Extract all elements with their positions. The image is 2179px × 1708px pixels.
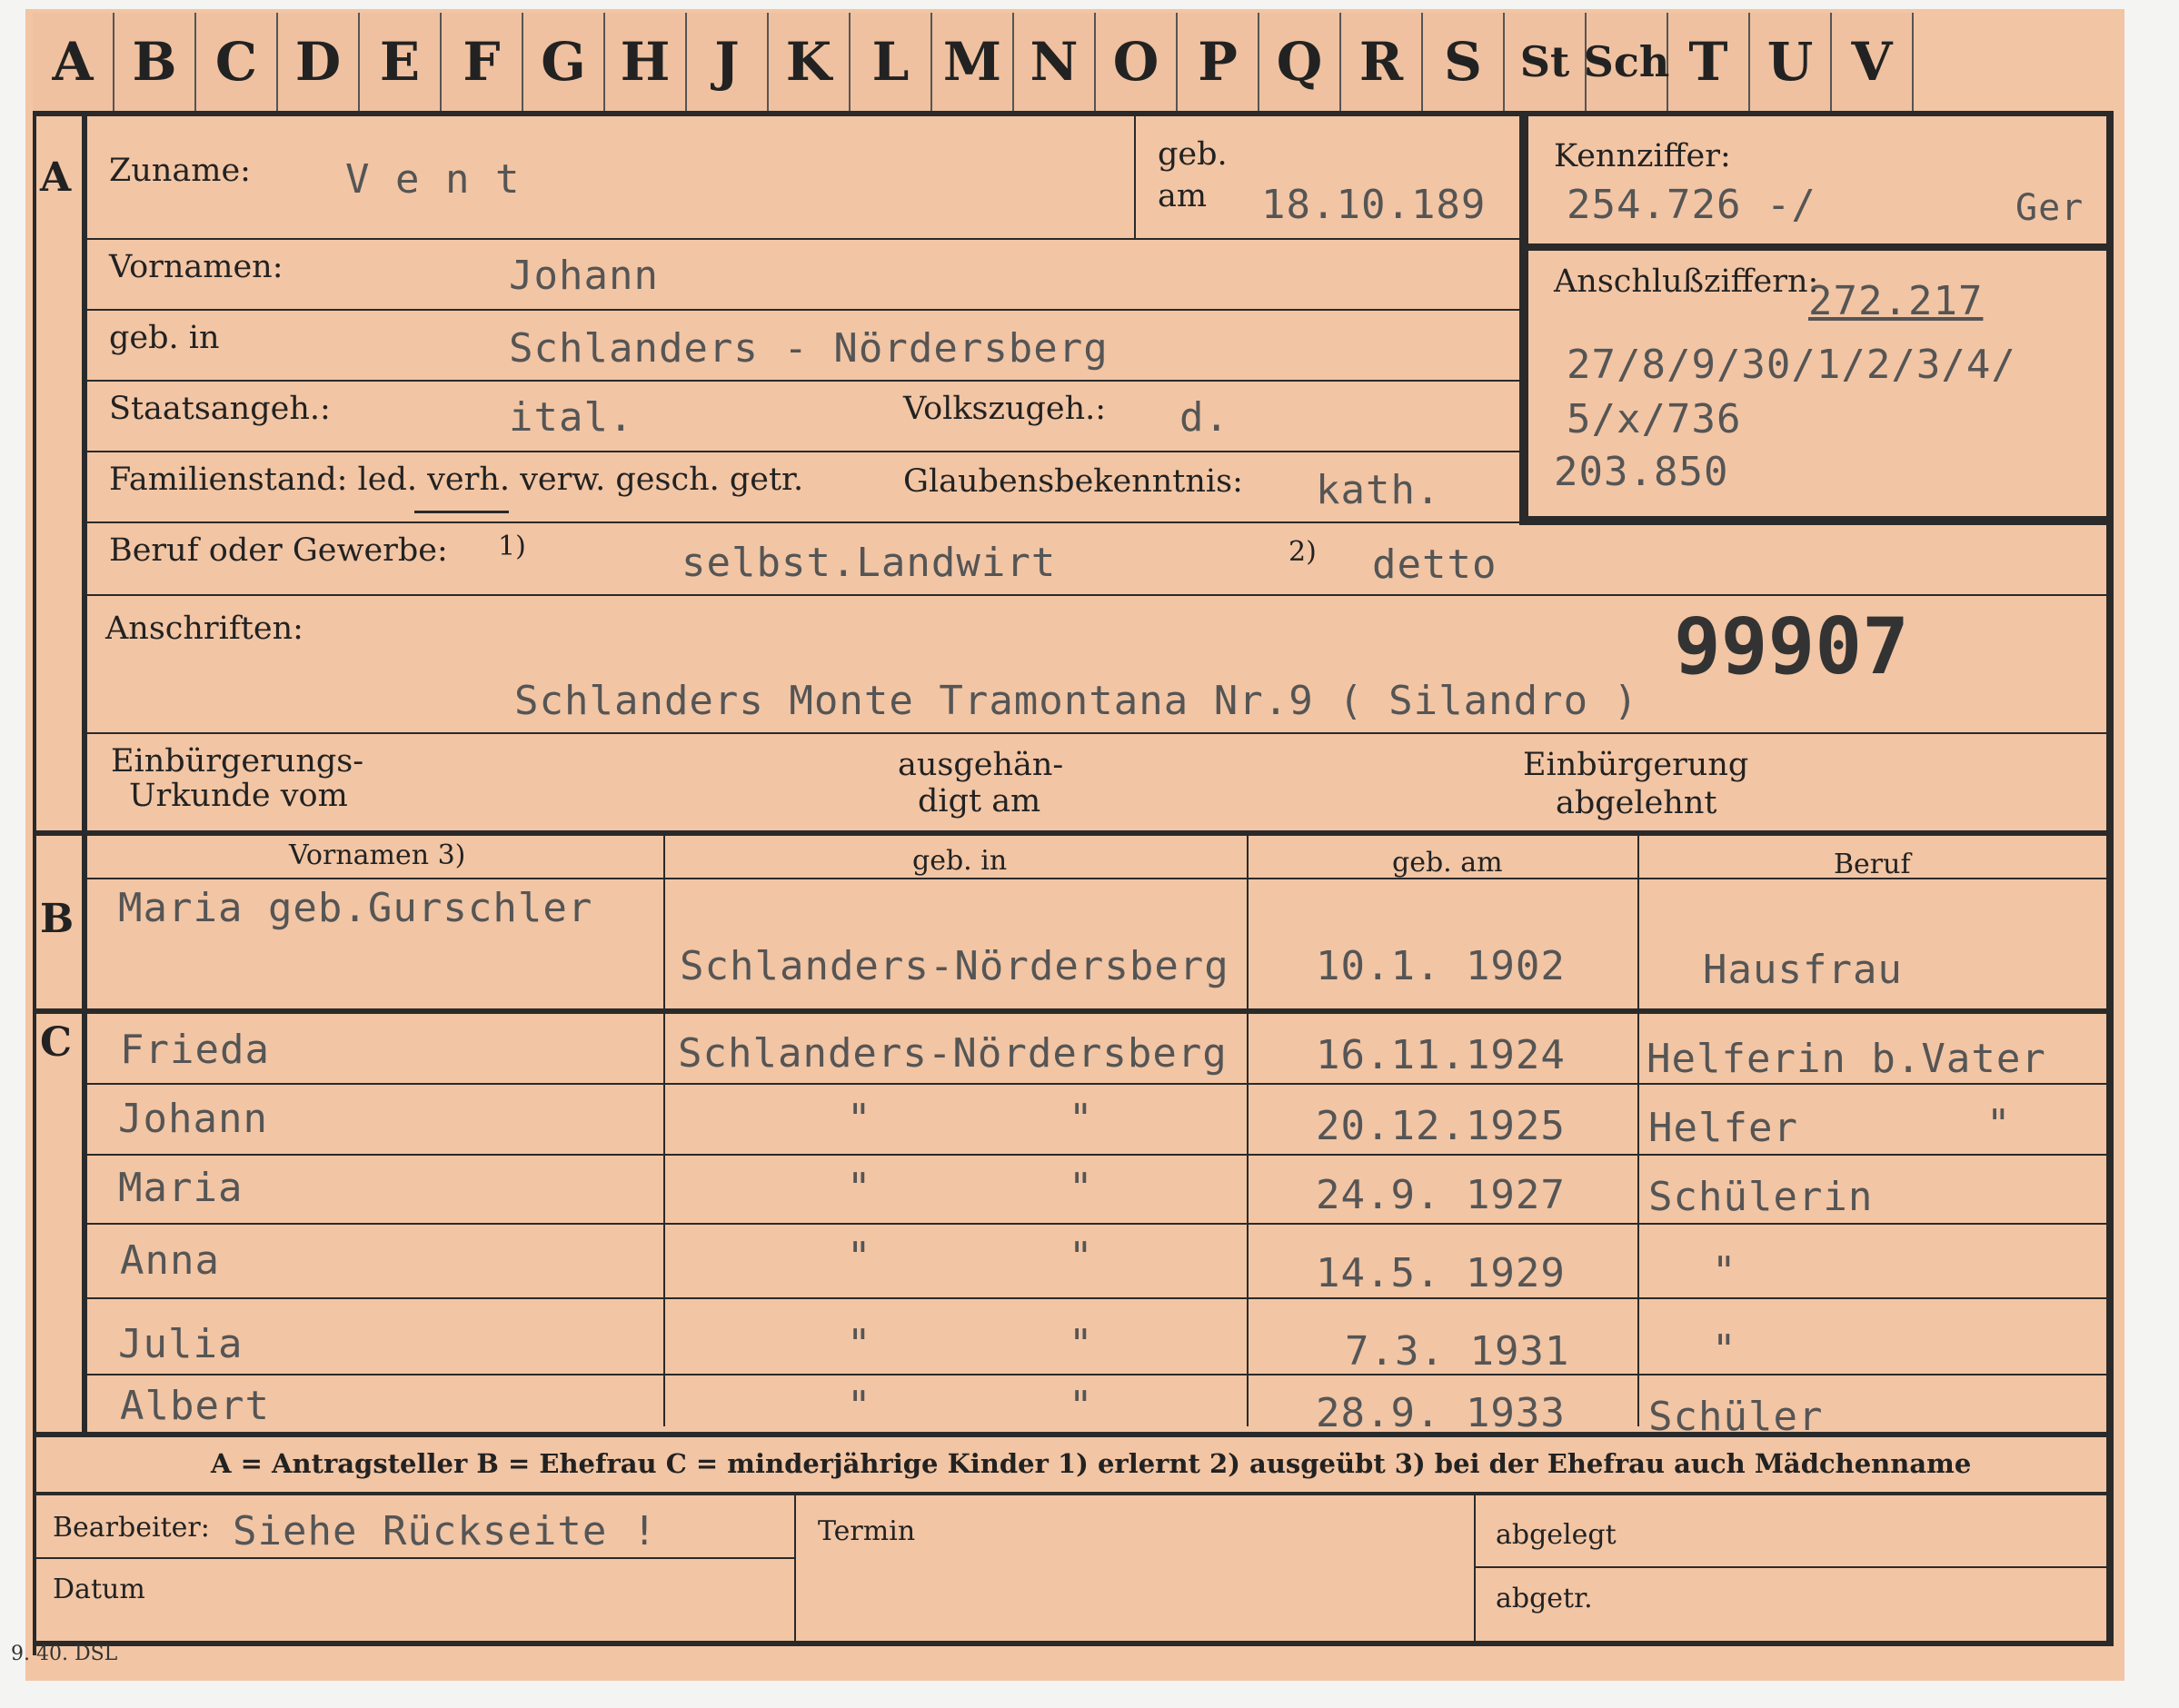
child-name: Albert bbox=[120, 1383, 270, 1429]
row-line bbox=[87, 878, 2110, 879]
frame-left-line bbox=[33, 111, 36, 1655]
alphabet-tabs bbox=[33, 13, 1914, 114]
deadline-label: Termin bbox=[818, 1515, 916, 1547]
wife-birthdate: 10.1. 1902 bbox=[1316, 943, 1566, 989]
child-name: Frieda bbox=[120, 1027, 270, 1073]
ditto-mark: " bbox=[1069, 1383, 1094, 1429]
occupation-value: selbst.Landwirt bbox=[682, 540, 1057, 586]
wife-birthplace: Schlanders-Nördersberg bbox=[680, 943, 1229, 989]
col-line bbox=[1637, 836, 1639, 1426]
child-job: Schüler bbox=[1648, 1394, 1824, 1440]
marital-status-label: Familienstand: led. verh. verw. gesch. getr. bbox=[109, 462, 804, 498]
handed-label-1: ausgehän- bbox=[898, 747, 1064, 783]
removed-label: abgetr. bbox=[1496, 1583, 1593, 1614]
id-label: Kennziffer: bbox=[1554, 138, 1731, 174]
ditto-mark: " bbox=[1069, 1096, 1094, 1142]
col-line bbox=[1134, 116, 1136, 238]
ethnicity-value: d. bbox=[1179, 394, 1229, 441]
link-value-2: 27/8/9/30/1/2/3/4/ bbox=[1567, 342, 2016, 388]
col-line bbox=[663, 836, 665, 1426]
tab-d[interactable]: D bbox=[278, 13, 360, 111]
tab-c[interactable]: C bbox=[196, 13, 278, 111]
surname-value: V e n t bbox=[345, 156, 521, 203]
occupation-note-2: 2) bbox=[1288, 536, 1317, 568]
section-b-bottom bbox=[33, 1008, 2114, 1014]
child-birthdate: 28.9. 1933 bbox=[1316, 1390, 1566, 1436]
ditto-mark: " bbox=[1069, 1165, 1094, 1211]
id-suffix: Ger bbox=[2015, 187, 2084, 229]
naturalization-label-2: Urkunde vom bbox=[129, 778, 348, 814]
born-on-label-2: am bbox=[1158, 178, 1208, 214]
link-label: Anschlußziffern: bbox=[1554, 263, 1819, 300]
tab-f[interactable]: F bbox=[442, 13, 523, 111]
ditto-mark: " bbox=[847, 1165, 872, 1211]
row-line bbox=[87, 1154, 2110, 1156]
child-birthdate: 14.5. 1929 bbox=[1316, 1250, 1566, 1296]
id-box-divider bbox=[1528, 243, 2110, 251]
born-on-label-1: geb. bbox=[1158, 136, 1228, 173]
row-line bbox=[87, 594, 2110, 596]
legend-text: A = Antragsteller B = Ehefrau C = minderjährige Kinder 1) erlernt 2) ausgeübt 3) bei der Ehefrau auch Mädchenname bbox=[211, 1448, 1972, 1479]
tab-l[interactable]: L bbox=[851, 13, 932, 111]
filed-label: abgelegt bbox=[1496, 1519, 1617, 1551]
row-line bbox=[87, 1374, 2110, 1375]
stamp-number: 99907 bbox=[1674, 601, 1909, 692]
child-birthdate: 24.9. 1927 bbox=[1316, 1172, 1566, 1218]
row-line bbox=[87, 1297, 2110, 1299]
tab-e[interactable]: E bbox=[360, 13, 442, 111]
row-line bbox=[87, 1083, 2110, 1085]
tab-o[interactable]: O bbox=[1096, 13, 1178, 111]
tab-k[interactable]: K bbox=[769, 13, 851, 111]
child-birthdate: 20.12.1925 bbox=[1316, 1103, 1566, 1149]
child-birthdate: 7.3. 1931 bbox=[1345, 1328, 1570, 1375]
address-value: Schlanders Monte Tramontana Nr.9 ( Silandro ) bbox=[514, 678, 1639, 724]
ditto-mark: " bbox=[1712, 1326, 1737, 1373]
section-divider-line bbox=[82, 116, 87, 1434]
id-box-bottom bbox=[1528, 516, 2110, 525]
birthplace-label: geb. in bbox=[109, 320, 220, 356]
tab-b[interactable]: B bbox=[114, 13, 196, 111]
col-line bbox=[1474, 1495, 1476, 1641]
id-value: 254.726 -/ bbox=[1567, 182, 1816, 228]
child-birthplace: Schlanders-Nördersberg bbox=[678, 1030, 1228, 1077]
birthplace-value: Schlanders - Nördersberg bbox=[509, 325, 1109, 372]
link-value-3: 5/x/736 bbox=[1567, 396, 1742, 442]
legend-bottom bbox=[33, 1492, 2114, 1495]
child-name: Johann bbox=[118, 1096, 268, 1142]
tab-n[interactable]: N bbox=[1014, 13, 1096, 111]
row-line bbox=[87, 732, 2110, 734]
ditto-mark: " bbox=[1712, 1248, 1737, 1295]
row-line bbox=[87, 238, 1523, 240]
col-line bbox=[1247, 836, 1249, 1426]
wife-name: Maria geb.Gurschler bbox=[118, 885, 593, 931]
occupation-value-2: detto bbox=[1372, 541, 1497, 588]
row-line bbox=[33, 1557, 794, 1559]
link-value-4: 203.850 bbox=[1554, 449, 1729, 495]
row-line bbox=[87, 309, 1523, 311]
tab-q[interactable]: Q bbox=[1259, 13, 1341, 111]
rejected-label-1: Einbürgerung bbox=[1523, 747, 1749, 783]
child-birthdate: 16.11.1924 bbox=[1316, 1032, 1566, 1078]
row-line bbox=[87, 1223, 2110, 1225]
ditto-mark: " bbox=[1069, 1321, 1094, 1367]
clerk-label: Bearbeiter: bbox=[53, 1512, 210, 1544]
ditto-mark: " bbox=[847, 1234, 872, 1280]
ditto-mark: " bbox=[847, 1096, 872, 1142]
tab-p[interactable]: P bbox=[1178, 13, 1259, 111]
naturalization-label-1: Einbürgerungs- bbox=[111, 743, 364, 780]
wife-job: Hausfrau bbox=[1703, 947, 1903, 993]
frame-bottom-line bbox=[33, 1641, 2114, 1646]
child-name: Julia bbox=[118, 1321, 244, 1367]
ethnicity-label: Volkszugeh.: bbox=[903, 391, 1107, 427]
col-header-place: geb. in bbox=[912, 845, 1008, 877]
ditto-mark: " bbox=[847, 1321, 872, 1367]
col-header-job: Beruf bbox=[1834, 849, 1911, 880]
religion-value: kath. bbox=[1316, 467, 1441, 513]
col-header-date: geb. am bbox=[1392, 847, 1503, 879]
firstnames-value: Johann bbox=[509, 253, 659, 299]
ditto-mark: " bbox=[1069, 1234, 1094, 1280]
religion-label: Glaubensbekenntnis: bbox=[903, 463, 1243, 500]
section-letter-c: C bbox=[40, 1019, 73, 1066]
occupation-label: Beruf oder Gewerbe: bbox=[109, 532, 448, 569]
section-a-bottom bbox=[33, 830, 2114, 836]
row-line bbox=[1476, 1566, 2110, 1568]
marital-status-underline bbox=[414, 511, 509, 513]
tab-t[interactable]: T bbox=[1668, 13, 1750, 111]
tab-st[interactable]: St bbox=[1505, 13, 1587, 111]
tab-r[interactable]: R bbox=[1341, 13, 1423, 111]
tab-u[interactable]: U bbox=[1750, 13, 1832, 111]
citizenship-label: Staatsangeh.: bbox=[109, 391, 331, 427]
rejected-label-2: abgelehnt bbox=[1556, 785, 1717, 821]
tab-a[interactable]: A bbox=[33, 13, 114, 111]
tab-h[interactable]: H bbox=[605, 13, 687, 111]
col-header-names: Vornamen 3) bbox=[289, 839, 466, 871]
tab-v[interactable]: V bbox=[1832, 13, 1914, 111]
firstnames-label: Vornamen: bbox=[109, 249, 284, 285]
row-line bbox=[87, 451, 1523, 452]
occupation-note-1: 1) bbox=[498, 531, 526, 562]
id-box-left bbox=[1519, 116, 1528, 525]
child-job: Schülerin bbox=[1648, 1174, 1874, 1220]
tab-s[interactable]: S bbox=[1423, 13, 1505, 111]
ditto-mark: " bbox=[1986, 1101, 2012, 1147]
clerk-value: Siehe Rückseite ! bbox=[233, 1508, 658, 1554]
surname-label: Zuname: bbox=[109, 153, 251, 189]
child-job: Helferin b.Vater bbox=[1647, 1036, 2046, 1082]
section-letter-b: B bbox=[40, 896, 75, 942]
date-label: Datum bbox=[53, 1574, 145, 1605]
tab-sch[interactable]: Sch bbox=[1587, 13, 1668, 111]
tab-g[interactable]: G bbox=[523, 13, 605, 111]
frame-top-line bbox=[33, 111, 2114, 116]
col-line bbox=[794, 1495, 796, 1641]
child-name: Anna bbox=[120, 1237, 220, 1284]
ditto-mark: " bbox=[847, 1383, 872, 1429]
child-name: Maria bbox=[118, 1165, 244, 1211]
born-on-value: 18.10.189 bbox=[1261, 182, 1487, 228]
row-line bbox=[87, 380, 1523, 382]
section-letter-a: A bbox=[40, 154, 72, 201]
print-code: 9. 40. DSL bbox=[11, 1643, 118, 1665]
link-value-1: 272.217 bbox=[1808, 278, 1984, 324]
child-job: Helfer bbox=[1648, 1105, 1798, 1151]
address-label: Anschriften: bbox=[105, 611, 303, 647]
row-line bbox=[87, 521, 1523, 523]
tab-j[interactable]: J bbox=[687, 13, 769, 111]
tab-m[interactable]: M bbox=[932, 13, 1014, 111]
handed-label-2: digt am bbox=[918, 783, 1041, 819]
citizenship-value: ital. bbox=[509, 394, 634, 441]
